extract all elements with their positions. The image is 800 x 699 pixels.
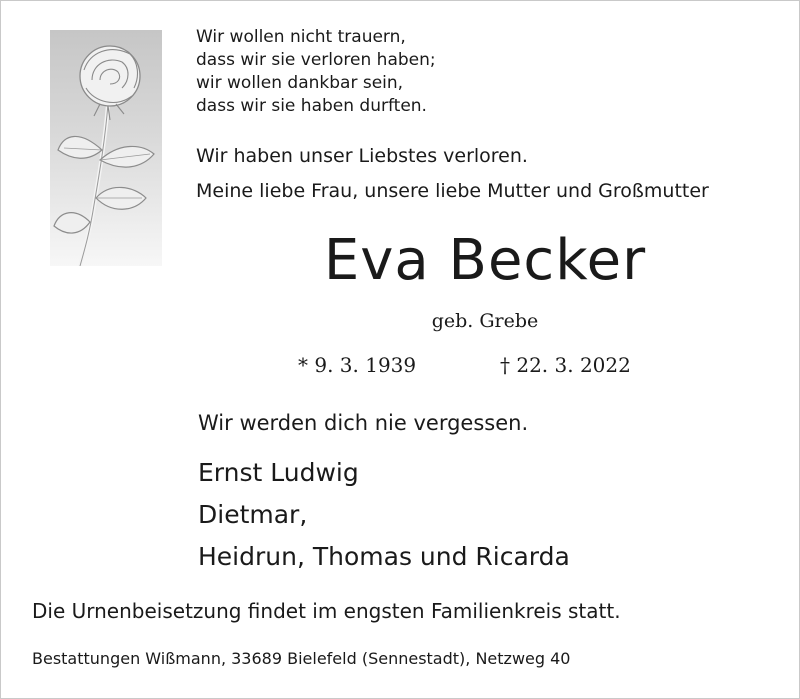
rose-image-panel (50, 30, 162, 266)
maiden-name: geb. Grebe (431, 310, 539, 332)
poem-line: dass wir sie verloren haben; (196, 50, 436, 70)
undertaker-info: Bestattungen Wißmann, 33689 Bielefeld (Sennestadt), Netzweg 40 (32, 649, 571, 668)
death-date: † 22. 3. 2022 (500, 353, 631, 377)
birth-date: * 9. 3. 1939 (298, 353, 417, 377)
poem-line: Wir wollen nicht trauern, (196, 27, 406, 47)
poem-line: wir wollen dankbar sein, (196, 73, 404, 93)
deceased-name: Eva Becker (323, 228, 647, 293)
mourners-list (198, 452, 570, 578)
intro-line-1: Wir haben unser Liebstes verloren. (196, 145, 528, 167)
mourner-name: Heidrun, Thomas und Ricarda (198, 542, 570, 571)
remembrance-line: Wir werden dich nie vergessen. (198, 411, 529, 435)
mourner-name: Ernst Ludwig (198, 458, 359, 487)
rose-icon (50, 30, 162, 266)
mourner-name: Dietmar, (198, 500, 308, 529)
intro-line-2: Meine liebe Frau, unsere liebe Mutter und Großmutter (196, 180, 709, 202)
burial-notice: Die Urnenbeisetzung findet im engsten Familienkreis statt. (32, 599, 621, 623)
poem-line: dass wir sie haben durften. (196, 96, 427, 116)
poem (196, 26, 436, 118)
